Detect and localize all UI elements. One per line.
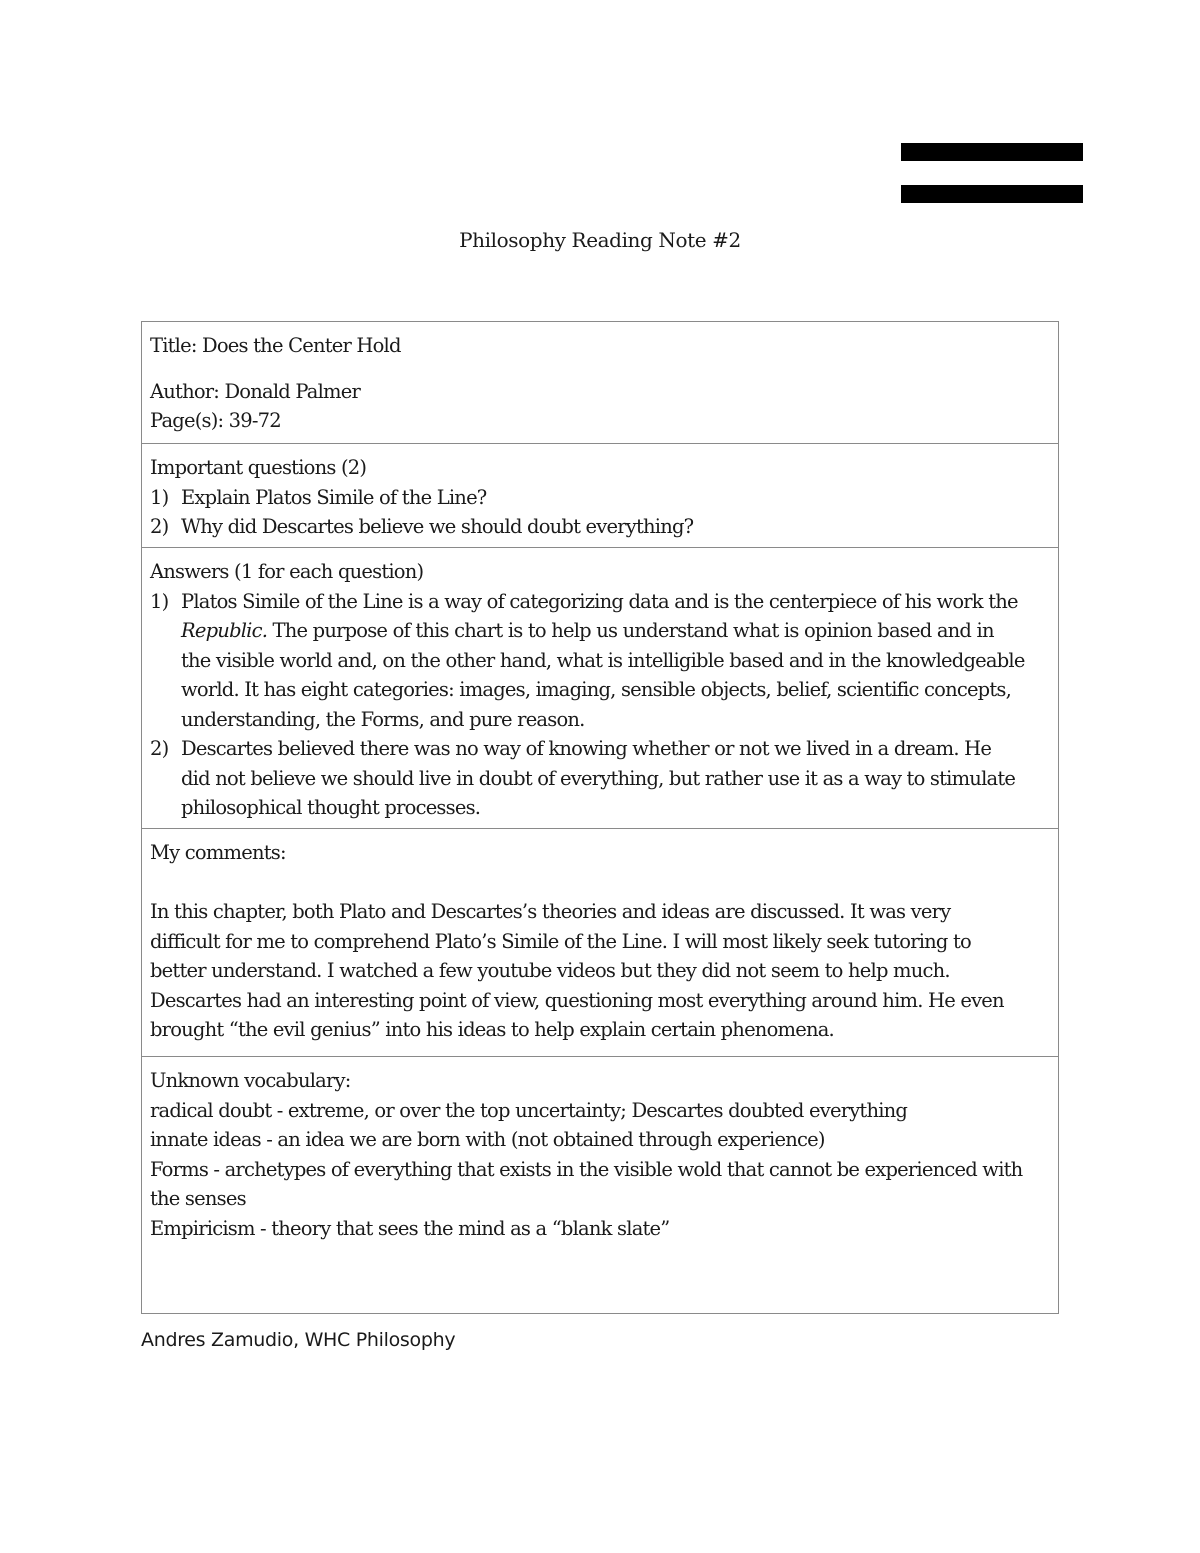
reading-note-table: [141, 321, 1059, 1314]
questions-cell: [142, 443, 1058, 547]
question-text: Explain Platos Simile of the Line?: [181, 485, 487, 509]
author-line: Author: Donald Palmer: [150, 379, 361, 403]
answer-line: understanding, the Forms, and pure reason.: [181, 707, 585, 731]
comment-line: Descartes had an interesting point of view, questioning most everything around him. He even: [150, 988, 1004, 1012]
comment-line: In this chapter, both Plato and Descartes’s theories and ideas are discussed. It was very: [150, 900, 951, 923]
item-number: 2): [150, 737, 169, 760]
item-number: 1): [150, 589, 169, 613]
item-number: 2): [150, 515, 169, 538]
title-line: Title: Does the Center Hold: [150, 334, 401, 357]
vocabulary-line: the senses: [150, 1187, 246, 1210]
redaction-bar-top: [901, 143, 1083, 161]
work-title: Republic.: [181, 619, 268, 642]
answers-list: [150, 587, 1050, 823]
pages-line: Page(s): 39-72: [150, 409, 281, 432]
list-item: [150, 483, 1050, 513]
item-number: 1): [150, 485, 169, 509]
answer-text: The purpose of this chart is to help us understand what is opinion based and in: [267, 619, 994, 642]
list-item: [150, 512, 1050, 542]
comments-cell: [142, 828, 1058, 1056]
answer-line: did not believe we should live in doubt of everything, but rather use it as a way to stimulate: [181, 766, 1016, 790]
list-item: [150, 734, 1050, 823]
vocabulary-line: Forms - archetypes of everything that exists in the visible wold that cannot be experienced with: [150, 1157, 1023, 1181]
question-text: Why did Descartes believe we should doubt everything?: [181, 515, 694, 538]
answer-line: world. It has eight categories: images, imaging, sensible objects, belief, scientific concepts,: [181, 678, 1012, 701]
document-title: Philosophy Reading Note #2: [459, 228, 741, 252]
answer-line: [181, 616, 1050, 646]
answer-line: Descartes believed there was no way of knowing whether or not we lived in a dream. He: [181, 737, 992, 760]
vocabulary-line: innate ideas - an idea we are born with (not obtained through experience): [150, 1128, 825, 1151]
vocabulary-line: Empiricism - theory that sees the mind as a “blank slate”: [150, 1216, 670, 1240]
vocabulary-cell: [142, 1056, 1058, 1313]
answers-cell: [142, 547, 1058, 828]
comment-line: better understand. I watched a few youtube videos but they did not seem to help much.: [150, 959, 950, 982]
questions-list: [150, 483, 1050, 542]
header-cell: [142, 322, 1058, 443]
answers-heading: Answers (1 for each question): [150, 560, 424, 583]
vocabulary-heading: Unknown vocabulary:: [150, 1069, 351, 1092]
redaction-bar-bottom: [901, 185, 1083, 203]
footer-author: Andres Zamudio, WHC Philosophy: [141, 1329, 456, 1351]
questions-heading: Important questions (2): [150, 456, 367, 479]
answer-line: the visible world and, on the other hand, what is intelligible based and in the knowledgeable: [181, 648, 1025, 672]
vocabulary-line: radical doubt - extreme, or over the top uncertainty; Descartes doubted everything: [150, 1098, 908, 1122]
comment-line: brought “the evil genius” into his ideas to help explain certain phenomena.: [150, 1018, 834, 1041]
comments-heading: My comments:: [150, 841, 286, 864]
answer-line: philosophical thought processes.: [181, 796, 481, 819]
answer-line: Platos Simile of the Line is a way of categorizing data and is the centerpiece of his work the: [181, 589, 1018, 613]
list-item: [150, 587, 1050, 735]
comment-line: difficult for me to comprehend Plato’s Simile of the Line. I will most likely seek tutoring to: [150, 929, 971, 953]
